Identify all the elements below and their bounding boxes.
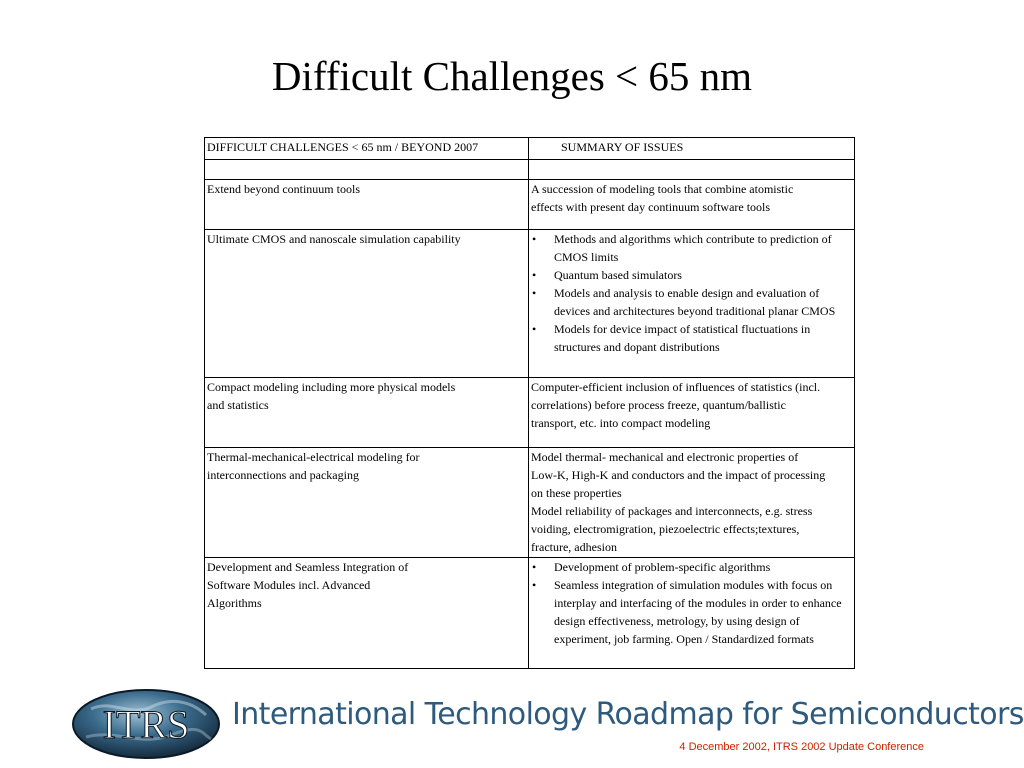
challenge-cell (205, 378, 529, 448)
summary-bullet: • Quantum based simulators (531, 266, 852, 284)
itrs-globe-logo (71, 689, 221, 759)
table-row (205, 230, 855, 378)
table-cell-empty (205, 160, 529, 180)
slide-footer (0, 675, 1024, 768)
summary-cell (529, 230, 855, 378)
summary-line: voiding, electromigration, piezoelectric effects;textures, (531, 522, 800, 536)
table-header-row (205, 138, 855, 160)
summary-line: fracture, adhesion (531, 540, 617, 554)
challenge-cell (205, 448, 529, 558)
summary-line: transport, etc. into compact modeling (531, 416, 711, 430)
table-cell-empty (529, 160, 855, 180)
slide-title: Difficult Challenges < 65 nm (271, 53, 753, 99)
summary-cell (529, 180, 855, 230)
challenge-cell (205, 558, 529, 669)
summary-line: Low-K, High-K and conductors and the impact of processing (531, 468, 826, 482)
challenge-line: interconnections and packaging (207, 468, 359, 482)
summary-cell (529, 558, 855, 669)
summary-line: Model reliability of packages and interconnects, e.g. stress (531, 504, 813, 518)
header-challenges: DIFFICULT CHALLENGES < 65 nm / BEYOND 2007 (205, 138, 529, 160)
summary-bullet: • Models for device impact of statistical fluctuations in structures and dopant distributions (531, 320, 852, 356)
table-row (205, 448, 855, 558)
summary-cell (529, 448, 855, 558)
summary-bullet: • Models and analysis to enable design and evaluation of devices and architectures beyond traditional planar CMOS (531, 284, 852, 320)
table-row (205, 378, 855, 448)
summary-bullet: • Seamless integration of simulation modules with focus on interplay and interfacing of the modules in order to enhance design effectiveness, metrology, by using design of experiment, job farming. Open / Standardized formats (531, 576, 852, 648)
summary-line: effects with present day continuum software tools (531, 200, 771, 214)
challenge-cell: Extend beyond continuum tools (205, 180, 529, 230)
table-row (205, 558, 855, 669)
challenge-line: Algorithms (207, 596, 262, 610)
challenge-line: Development and Seamless Integration of (207, 560, 409, 574)
footer-organization-name: International Technology Roadmap for Semiconductors (232, 697, 1024, 732)
summary-line: Computer-efficient inclusion of influences of statistics (incl. (531, 380, 821, 394)
summary-line: correlations) before process freeze, quantum/ballistic (531, 398, 786, 412)
challenge-line: and statistics (207, 398, 269, 412)
summary-line: Model thermal- mechanical and electronic properties of (531, 450, 799, 464)
challenge-cell: Ultimate CMOS and nanoscale simulation capability (205, 230, 529, 378)
table-spacer-row (205, 160, 855, 180)
summary-bullet: • Development of problem-specific algorithms (531, 558, 852, 576)
table-row (205, 180, 855, 230)
challenge-line: Thermal-mechanical-electrical modeling for (207, 450, 420, 464)
summary-line: on these properties (531, 486, 622, 500)
summary-cell (529, 378, 855, 448)
challenges-table (204, 137, 855, 669)
footer-date: 4 December 2002, ITRS 2002 Update Conference (679, 741, 924, 753)
challenge-line: Compact modeling including more physical models (207, 380, 456, 394)
summary-bullet: • Methods and algorithms which contribute to prediction of CMOS limits (531, 230, 852, 266)
summary-line: A succession of modeling tools that combine atomistic (531, 182, 794, 196)
header-summary: SUMMARY OF ISSUES (529, 138, 855, 160)
challenge-line: Software Modules incl. Advanced (207, 578, 371, 592)
logo-text: ITRS (102, 702, 190, 747)
